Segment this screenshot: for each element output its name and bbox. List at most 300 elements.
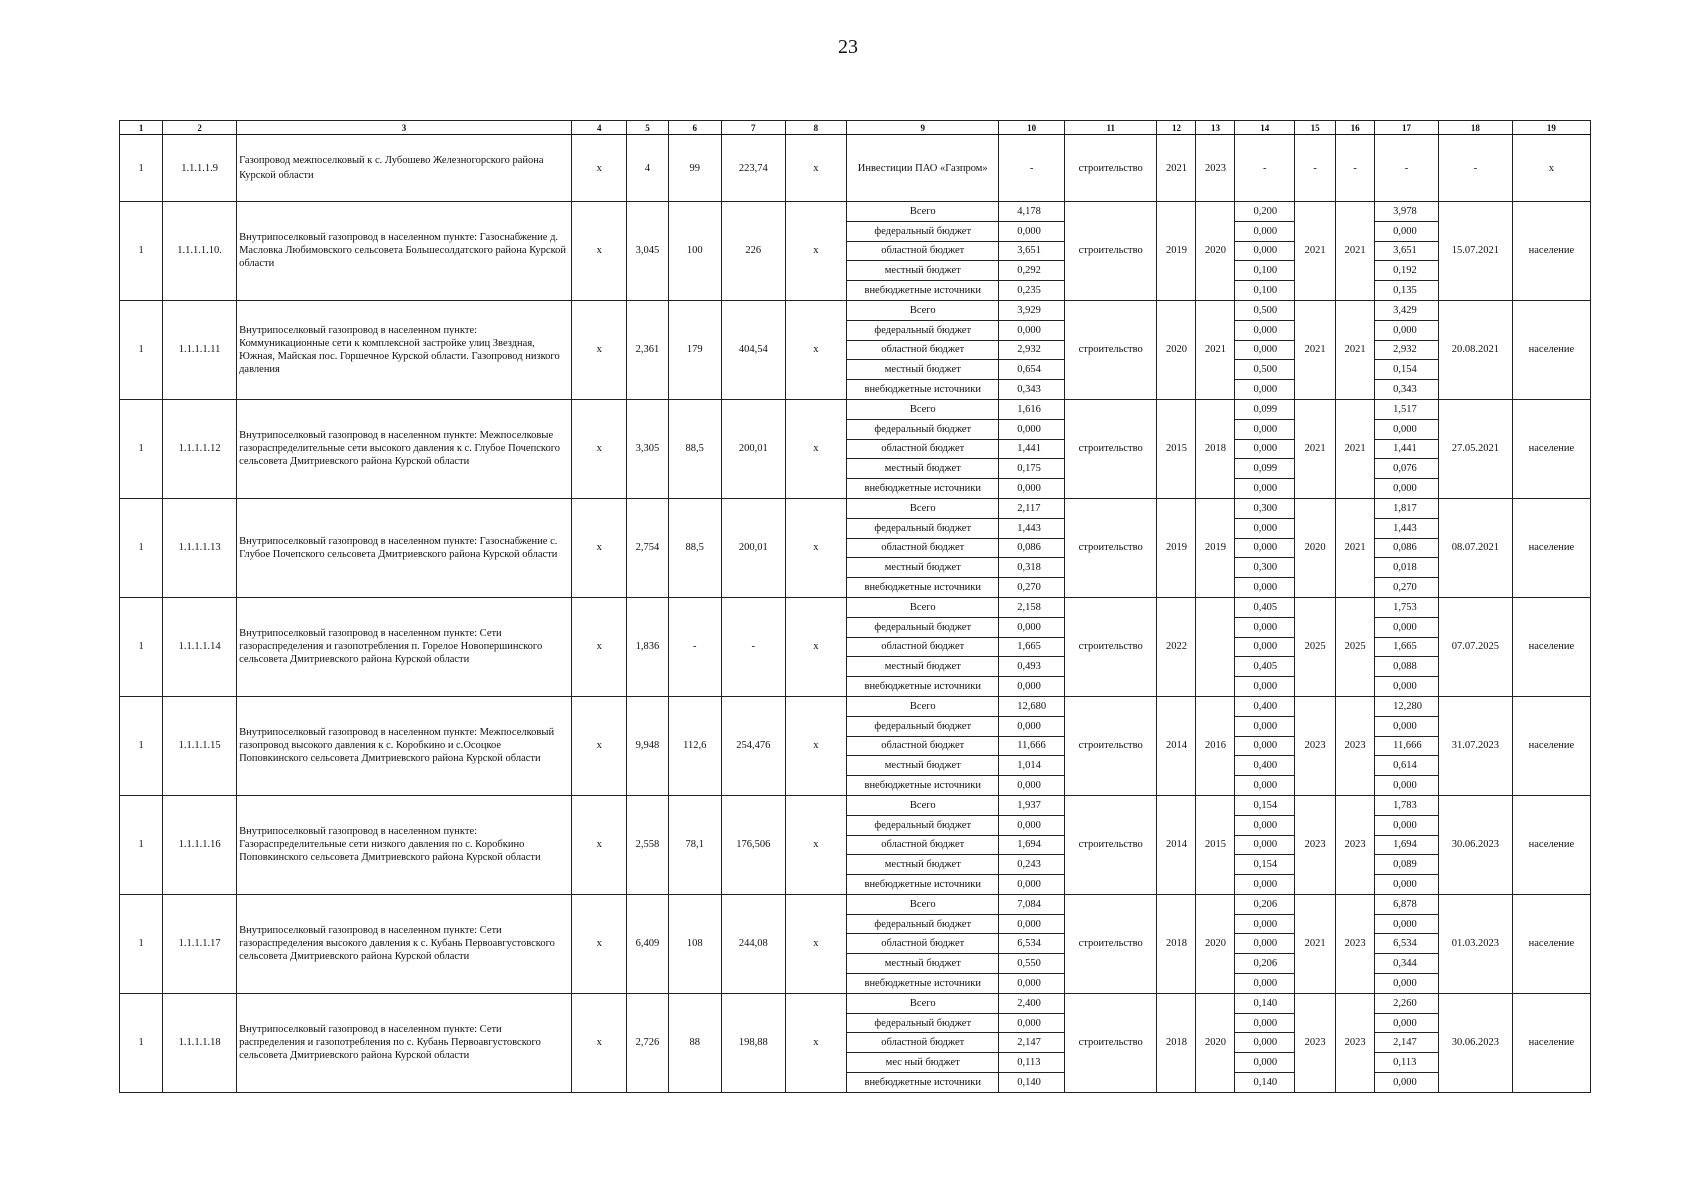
cell-funding-source: местный бюджет [847, 360, 999, 380]
cell-object-name: Внутрипоселковый газопровод в населенном пункте: Газораспределительные сети низкого давления по с. Коробкино Поповкинского сельсовета Дмитриевского района Курской области [237, 795, 572, 894]
cell-col5: 2,726 [627, 993, 668, 1092]
page-number: 23 [838, 36, 858, 58]
cell-col17: 0,000 [1375, 221, 1439, 241]
cell-col4: х [571, 399, 626, 498]
col-header: 11 [1064, 121, 1156, 135]
cell-item-number: 1.1.1.1.13 [163, 498, 237, 597]
cell-col1: 1 [120, 498, 163, 597]
cell-object-name: Внутрипоселковый газопровод в населенном пункте: Межпоселковый газопровод высокого давления к с. Коробкино и с.Осоцкое Поповкинского сельсовета Дмитриевского района Курской области [237, 696, 572, 795]
col-header: 14 [1235, 121, 1295, 135]
cell-col1: 1 [120, 795, 163, 894]
cell-col14: 0,154 [1235, 795, 1295, 815]
cell-col17: 0,086 [1375, 538, 1439, 558]
cell-funding-source: местный бюджет [847, 261, 999, 281]
cell-col14: 0,000 [1235, 578, 1295, 598]
cell-col17: 0,000 [1375, 875, 1439, 895]
cell-col10: 0,000 [999, 776, 1065, 796]
cell-col6: 88 [668, 993, 721, 1092]
cell-col14: 0,000 [1235, 1053, 1295, 1073]
cell-col17: 0,000 [1375, 1073, 1439, 1093]
cell-col18: 08.07.2021 [1438, 498, 1512, 597]
cell-col1: 1 [120, 135, 163, 202]
cell-col13: 2020 [1196, 993, 1235, 1092]
cell-col10: 11,666 [999, 736, 1065, 756]
cell-col18: 30.06.2023 [1438, 795, 1512, 894]
cell-col10: 0,000 [999, 617, 1065, 637]
cell-funding-source: федеральный бюджет [847, 716, 999, 736]
cell-object-name: Внутрипоселковый газопровод в населенном пункте: Газоснабжение с. Глубое Почепского сельсовета Дмитриевского района Курской области [237, 498, 572, 597]
cell-col14: 0,000 [1235, 934, 1295, 954]
cell-col16: 2021 [1336, 399, 1375, 498]
cell-funding-source: местный бюджет [847, 855, 999, 875]
cell-col4: х [571, 993, 626, 1092]
cell-col16: 2025 [1336, 597, 1375, 696]
cell-col17: 0,000 [1375, 677, 1439, 697]
cell-col6: 78,1 [668, 795, 721, 894]
table-row [120, 795, 1591, 815]
cell-funding-source: внебюджетные источники [847, 578, 999, 598]
cell-col7: 226 [721, 202, 785, 301]
cell-col8: х [785, 993, 847, 1092]
col-header: 7 [721, 121, 785, 135]
cell-col10: 6,534 [999, 934, 1065, 954]
cell-work-type: строительство [1064, 135, 1156, 202]
cell-col17: 1,441 [1375, 439, 1439, 459]
cell-col10: 2,147 [999, 1033, 1065, 1053]
cell-col5: 4 [627, 135, 668, 202]
col-header: 9 [847, 121, 999, 135]
cell-col14: 0,000 [1235, 617, 1295, 637]
cell-funding-source: местный бюджет [847, 954, 999, 974]
cell-work-type: строительство [1064, 202, 1156, 301]
cell-col1: 1 [120, 597, 163, 696]
cell-funding-source: внебюджетные источники [847, 281, 999, 301]
cell-funding-source: местный бюджет [847, 558, 999, 578]
cell-funding-source: областной бюджет [847, 538, 999, 558]
col-header: 13 [1196, 121, 1235, 135]
cell-col17: 2,147 [1375, 1033, 1439, 1053]
cell-col10: 1,441 [999, 439, 1065, 459]
cell-col15: 2023 [1295, 993, 1336, 1092]
cell-col12: 2014 [1157, 795, 1196, 894]
cell-col7: 200,01 [721, 399, 785, 498]
cell-col14: 0,100 [1235, 281, 1295, 301]
cell-col10: 0,175 [999, 459, 1065, 479]
cell-col17: 0,088 [1375, 657, 1439, 677]
cell-col12: 2022 [1157, 597, 1196, 696]
cell-col10: 12,680 [999, 696, 1065, 716]
cell-funding-source: внебюджетные источники [847, 974, 999, 994]
cell-funding-source: внебюджетные источники [847, 479, 999, 499]
cell-col10: 0,243 [999, 855, 1065, 875]
col-header: 15 [1295, 121, 1336, 135]
cell-funding-source: федеральный бюджет [847, 320, 999, 340]
cell-col19: население [1512, 498, 1590, 597]
cell-funding-source: Всего [847, 202, 999, 222]
cell-col10: 0,000 [999, 875, 1065, 895]
cell-col6: 88,5 [668, 498, 721, 597]
cell-col13: 2019 [1196, 498, 1235, 597]
cell-col17: 1,443 [1375, 518, 1439, 538]
cell-col17: 6,878 [1375, 894, 1439, 914]
cell-funding-source: федеральный бюджет [847, 419, 999, 439]
cell-col10: 0,235 [999, 281, 1065, 301]
cell-col14: 0,000 [1235, 419, 1295, 439]
cell-funding-source: Всего [847, 399, 999, 419]
cell-object-name: Внутрипоселковый газопровод в населенном пункте: Межпоселковые газораспределительные сети высокого давления к с. Глубое Почепского сельсовета Дмитриевского района Курской области [237, 399, 572, 498]
cell-work-type: строительство [1064, 597, 1156, 696]
col-header: 19 [1512, 121, 1590, 135]
cell-col6: 100 [668, 202, 721, 301]
cell-col10: 0,493 [999, 657, 1065, 677]
cell-col15: 2021 [1295, 399, 1336, 498]
cell-col16: 2021 [1336, 300, 1375, 399]
cell-col10: 0,000 [999, 716, 1065, 736]
cell-col10: 0,318 [999, 558, 1065, 578]
cell-col10: 0,140 [999, 1073, 1065, 1093]
cell-funding-source: федеральный бюджет [847, 815, 999, 835]
cell-funding-source: областной бюджет [847, 835, 999, 855]
cell-col17: 0,135 [1375, 281, 1439, 301]
cell-col8: х [785, 300, 847, 399]
cell-col6: 99 [668, 135, 721, 202]
cell-col10: 1,937 [999, 795, 1065, 815]
cell-col10: 0,000 [999, 320, 1065, 340]
cell-col8: х [785, 696, 847, 795]
cell-col14: - [1235, 135, 1295, 202]
cell-item-number: 1.1.1.1.12 [163, 399, 237, 498]
cell-col1: 1 [120, 202, 163, 301]
cell-col17: - [1375, 135, 1439, 202]
cell-col10: 0,292 [999, 261, 1065, 281]
cell-col14: 0,000 [1235, 815, 1295, 835]
cell-col4: х [571, 498, 626, 597]
cell-col17: 0,000 [1375, 776, 1439, 796]
cell-col10: 0,000 [999, 974, 1065, 994]
cell-col17: 0,192 [1375, 261, 1439, 281]
cell-col1: 1 [120, 300, 163, 399]
cell-funding-source: внебюджетные источники [847, 1073, 999, 1093]
cell-col4: х [571, 696, 626, 795]
cell-object-name: Внутрипоселковый газопровод в населенном пункте: Сети распределения и газопотребления по с. Кубань Первоавгустовского сельсовета Дмитриевского района Курской области [237, 993, 572, 1092]
cell-col18: 30.06.2023 [1438, 993, 1512, 1092]
cell-col14: 0,400 [1235, 696, 1295, 716]
cell-item-number: 1.1.1.1.11 [163, 300, 237, 399]
cell-col8: х [785, 795, 847, 894]
cell-col17: 1,694 [1375, 835, 1439, 855]
cell-col14: 0,000 [1235, 518, 1295, 538]
col-header: 18 [1438, 121, 1512, 135]
cell-col7: 254,476 [721, 696, 785, 795]
cell-col10: 1,443 [999, 518, 1065, 538]
cell-col6: - [668, 597, 721, 696]
cell-col8: х [785, 894, 847, 993]
investment-table [119, 120, 1591, 1093]
cell-col18: 15.07.2021 [1438, 202, 1512, 301]
cell-col14: 0,000 [1235, 716, 1295, 736]
cell-col5: 1,836 [627, 597, 668, 696]
cell-col17: 6,534 [1375, 934, 1439, 954]
cell-col10: 0,000 [999, 815, 1065, 835]
cell-col12: 2021 [1157, 135, 1196, 202]
col-header: 5 [627, 121, 668, 135]
cell-funding-source: внебюджетные источники [847, 776, 999, 796]
cell-col17: 0,018 [1375, 558, 1439, 578]
cell-col7: - [721, 597, 785, 696]
cell-funding-source: Всего [847, 795, 999, 815]
col-header: 16 [1336, 121, 1375, 135]
cell-col16: 2023 [1336, 894, 1375, 993]
cell-col5: 9,948 [627, 696, 668, 795]
cell-work-type: строительство [1064, 399, 1156, 498]
col-header: 1 [120, 121, 163, 135]
cell-col7: 176,506 [721, 795, 785, 894]
cell-col17: 0,089 [1375, 855, 1439, 875]
cell-col13: 2021 [1196, 300, 1235, 399]
cell-col10: 0,550 [999, 954, 1065, 974]
cell-col5: 2,558 [627, 795, 668, 894]
cell-col17: 1,517 [1375, 399, 1439, 419]
cell-col19: х [1512, 135, 1590, 202]
cell-col12: 2019 [1157, 202, 1196, 301]
cell-col14: 0,500 [1235, 300, 1295, 320]
cell-col14: 0,000 [1235, 677, 1295, 697]
cell-col5: 3,305 [627, 399, 668, 498]
cell-object-name: Газопровод межпоселковый к с. Лубошево Железногорского района Курской области [237, 135, 572, 202]
cell-col13: 2015 [1196, 795, 1235, 894]
cell-funding-source: федеральный бюджет [847, 914, 999, 934]
cell-col10: - [999, 135, 1065, 202]
cell-work-type: строительство [1064, 696, 1156, 795]
cell-col17: 0,113 [1375, 1053, 1439, 1073]
header-row [120, 121, 1591, 135]
table-row [120, 202, 1591, 222]
cell-item-number: 1.1.1.1.14 [163, 597, 237, 696]
table-row [120, 135, 1591, 202]
cell-col16: 2021 [1336, 498, 1375, 597]
cell-col14: 0,100 [1235, 261, 1295, 281]
cell-funding-source: Всего [847, 498, 999, 518]
cell-col14: 0,154 [1235, 855, 1295, 875]
cell-col13 [1196, 597, 1235, 696]
cell-col14: 0,200 [1235, 202, 1295, 222]
cell-funding-source: областной бюджет [847, 340, 999, 360]
cell-col8: х [785, 498, 847, 597]
table-row [120, 696, 1591, 716]
cell-item-number: 1.1.1.1.16 [163, 795, 237, 894]
table-row [120, 597, 1591, 617]
cell-col13: 2020 [1196, 894, 1235, 993]
cell-col19: население [1512, 202, 1590, 301]
cell-col7: 223,74 [721, 135, 785, 202]
table-row [120, 399, 1591, 419]
cell-funding-source: областной бюджет [847, 736, 999, 756]
cell-funding-source: Всего [847, 597, 999, 617]
cell-col1: 1 [120, 993, 163, 1092]
cell-col14: 0,300 [1235, 498, 1295, 518]
cell-col18: - [1438, 135, 1512, 202]
cell-funding-source: внебюджетные источники [847, 875, 999, 895]
cell-col14: 0,405 [1235, 657, 1295, 677]
cell-col15: 2021 [1295, 300, 1336, 399]
cell-col17: 3,651 [1375, 241, 1439, 261]
cell-col6: 112,6 [668, 696, 721, 795]
cell-col14: 0,206 [1235, 954, 1295, 974]
cell-funding-source: федеральный бюджет [847, 518, 999, 538]
cell-col4: х [571, 135, 626, 202]
cell-col15: 2025 [1295, 597, 1336, 696]
cell-funding-source: областной бюджет [847, 241, 999, 261]
cell-col18: 27.05.2021 [1438, 399, 1512, 498]
col-header: 17 [1375, 121, 1439, 135]
cell-col14: 0,000 [1235, 875, 1295, 895]
cell-col1: 1 [120, 399, 163, 498]
col-header: 2 [163, 121, 237, 135]
cell-funding-source: Всего [847, 696, 999, 716]
cell-col18: 01.03.2023 [1438, 894, 1512, 993]
cell-col19: население [1512, 399, 1590, 498]
cell-col14: 0,000 [1235, 340, 1295, 360]
cell-col10: 0,086 [999, 538, 1065, 558]
cell-col17: 0,000 [1375, 815, 1439, 835]
cell-col10: 0,000 [999, 419, 1065, 439]
cell-col6: 179 [668, 300, 721, 399]
cell-col15: - [1295, 135, 1336, 202]
cell-col17: 3,978 [1375, 202, 1439, 222]
col-header: 4 [571, 121, 626, 135]
table-row [120, 498, 1591, 518]
cell-col17: 1,783 [1375, 795, 1439, 815]
cell-col1: 1 [120, 696, 163, 795]
cell-col19: население [1512, 597, 1590, 696]
cell-col14: 0,500 [1235, 360, 1295, 380]
cell-item-number: 1.1.1.1.18 [163, 993, 237, 1092]
cell-col6: 88,5 [668, 399, 721, 498]
cell-col7: 404,54 [721, 300, 785, 399]
cell-col10: 0,000 [999, 914, 1065, 934]
cell-col10: 1,616 [999, 399, 1065, 419]
cell-col8: х [785, 202, 847, 301]
cell-col12: 2020 [1157, 300, 1196, 399]
cell-col14: 0,000 [1235, 241, 1295, 261]
cell-col14: 0,000 [1235, 380, 1295, 400]
cell-col16: 2023 [1336, 696, 1375, 795]
cell-col8: х [785, 399, 847, 498]
cell-col15: 2023 [1295, 696, 1336, 795]
cell-col14: 0,140 [1235, 993, 1295, 1013]
cell-funding-source: местный бюджет [847, 459, 999, 479]
cell-col17: 0,076 [1375, 459, 1439, 479]
cell-col10: 0,270 [999, 578, 1065, 598]
cell-col5: 2,754 [627, 498, 668, 597]
cell-col18: 07.07.2025 [1438, 597, 1512, 696]
cell-col14: 0,099 [1235, 399, 1295, 419]
cell-col14: 0,140 [1235, 1073, 1295, 1093]
cell-col14: 0,000 [1235, 1033, 1295, 1053]
cell-col14: 0,300 [1235, 558, 1295, 578]
cell-col14: 0,206 [1235, 894, 1295, 914]
cell-col14: 0,000 [1235, 835, 1295, 855]
cell-work-type: строительство [1064, 894, 1156, 993]
cell-col4: х [571, 795, 626, 894]
cell-col14: 0,000 [1235, 914, 1295, 934]
cell-col15: 2023 [1295, 795, 1336, 894]
cell-col7: 244,08 [721, 894, 785, 993]
cell-col17: 0,614 [1375, 756, 1439, 776]
cell-col10: 2,400 [999, 993, 1065, 1013]
cell-col17: 0,000 [1375, 974, 1439, 994]
cell-col17: 2,260 [1375, 993, 1439, 1013]
cell-col15: 2021 [1295, 894, 1336, 993]
cell-funding-source: Всего [847, 300, 999, 320]
cell-funding-source: внебюджетные источники [847, 380, 999, 400]
cell-col8: х [785, 597, 847, 696]
cell-col16: - [1336, 135, 1375, 202]
cell-work-type: строительство [1064, 795, 1156, 894]
cell-col12: 2018 [1157, 993, 1196, 1092]
cell-col5: 6,409 [627, 894, 668, 993]
cell-col10: 2,117 [999, 498, 1065, 518]
cell-col4: х [571, 597, 626, 696]
cell-col10: 2,932 [999, 340, 1065, 360]
table-row [120, 993, 1591, 1013]
cell-funding-source: областной бюджет [847, 637, 999, 657]
cell-col4: х [571, 202, 626, 301]
cell-col10: 4,178 [999, 202, 1065, 222]
cell-col14: 0,000 [1235, 776, 1295, 796]
cell-object-name: Внутрипоселковый газопровод в населенном пункте: Газоснабжение д. Масловка Любимовского сельсовета Большесолдатского района Курской области [237, 202, 572, 301]
cell-col17: 0,000 [1375, 1013, 1439, 1033]
cell-col10: 0,113 [999, 1053, 1065, 1073]
cell-col19: население [1512, 795, 1590, 894]
cell-col17: 0,343 [1375, 380, 1439, 400]
cell-col17: 1,665 [1375, 637, 1439, 657]
col-header: 3 [237, 121, 572, 135]
cell-col10: 2,158 [999, 597, 1065, 617]
cell-col10: 0,654 [999, 360, 1065, 380]
cell-col18: 31.07.2023 [1438, 696, 1512, 795]
col-header: 10 [999, 121, 1065, 135]
cell-item-number: 1.1.1.1.15 [163, 696, 237, 795]
cell-col4: х [571, 894, 626, 993]
cell-col17: 0,000 [1375, 617, 1439, 637]
cell-col17: 0,000 [1375, 479, 1439, 499]
cell-col13: 2018 [1196, 399, 1235, 498]
cell-col14: 0,000 [1235, 439, 1295, 459]
cell-col12: 2019 [1157, 498, 1196, 597]
cell-col5: 3,045 [627, 202, 668, 301]
cell-funding-source: местный бюджет [847, 756, 999, 776]
cell-col14: 0,000 [1235, 320, 1295, 340]
cell-col13: 2016 [1196, 696, 1235, 795]
cell-funding-source: Всего [847, 993, 999, 1013]
cell-col14: 0,405 [1235, 597, 1295, 617]
cell-item-number: 1.1.1.1.9 [163, 135, 237, 202]
cell-object-name: Внутрипоселковый газопровод в населенном пункте: Коммуникационные сети к комплексной застройке улиц Звездная, Южная, Майская пос. Горшечное Курской области. Газопровод низкого давления [237, 300, 572, 399]
cell-col7: 198,88 [721, 993, 785, 1092]
cell-col16: 2021 [1336, 202, 1375, 301]
cell-col10: 0,343 [999, 380, 1065, 400]
cell-work-type: строительство [1064, 498, 1156, 597]
cell-col17: 12,280 [1375, 696, 1439, 716]
cell-item-number: 1.1.1.1.17 [163, 894, 237, 993]
cell-col18: 20.08.2021 [1438, 300, 1512, 399]
cell-object-name: Внутрипоселковый газопровод в населенном пункте: Сети газораспределения и газопотребления п. Горелое Новопершинского сельсовета Дмитриевского района Курской области [237, 597, 572, 696]
cell-funding-source: Инвестиции ПАО «Газпром» [847, 135, 999, 202]
cell-col13: 2023 [1196, 135, 1235, 202]
cell-col15: 2020 [1295, 498, 1336, 597]
cell-col10: 1,694 [999, 835, 1065, 855]
